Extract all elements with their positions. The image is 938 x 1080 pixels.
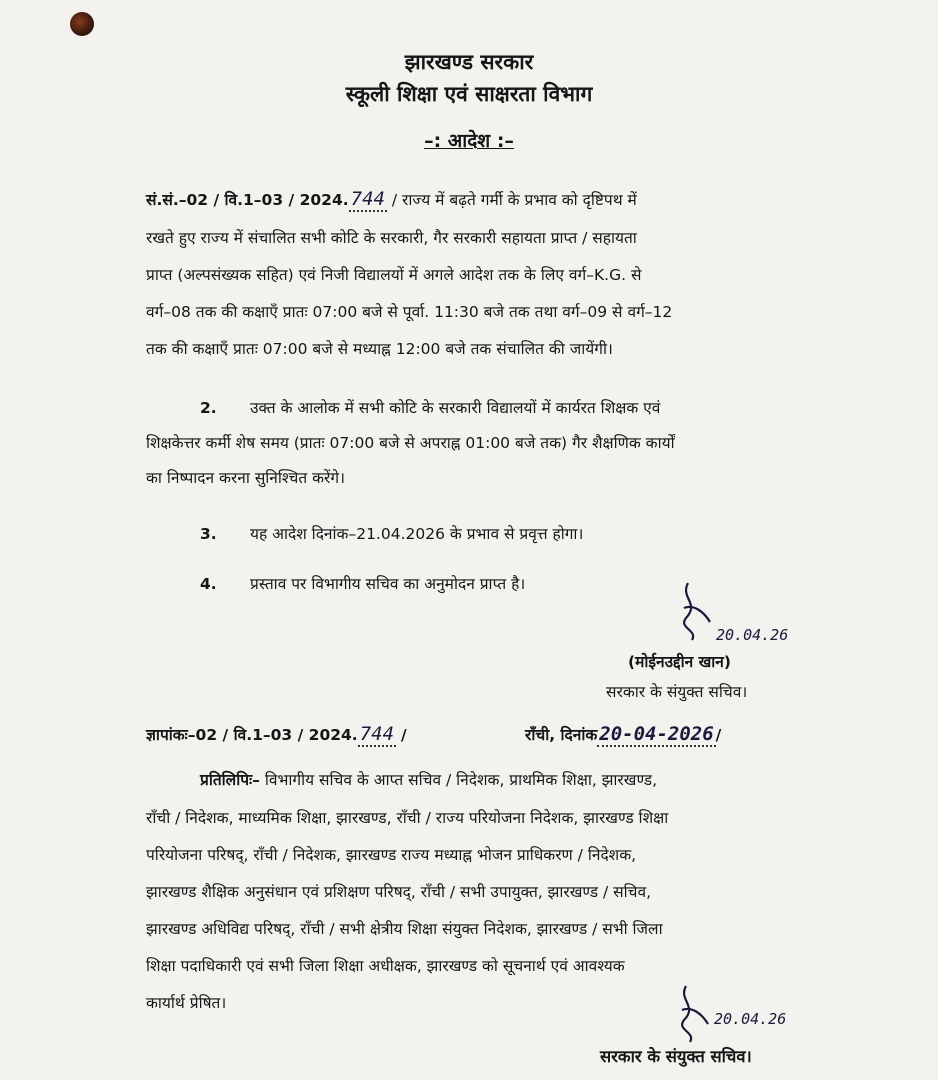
order-ref-line bbox=[146, 188, 637, 210]
government-name: झारखण्ड सरकार bbox=[404, 50, 534, 74]
para4 bbox=[200, 572, 525, 594]
handwritten-memo-number: 744 bbox=[359, 723, 395, 745]
cc-label: प्रतिलिपिः– bbox=[200, 771, 260, 789]
signature-date: 20.04.26 bbox=[714, 1010, 787, 1028]
para1-line: वर्ग–08 तक की कक्षाएँ प्रातः 07:00 बजे से पूर्वा. 11:30 बजे तक तथा वर्ग–09 से वर्ग–12 bbox=[146, 303, 673, 321]
cc-line: झारखण्ड शैक्षिक अनुसंधान एवं प्रशिक्षण परिषद्, राँची / सभी उपायुक्त, झारखण्ड / सचिव, bbox=[146, 883, 652, 901]
order-ref-number: सं.सं.–02 / वि.1–03 / 2024. bbox=[146, 191, 349, 209]
memo-ref-number: ज्ञापांकः–02 / वि.1–03 / 2024. bbox=[146, 726, 358, 744]
department-name: स्कूली शिक्षा एवं साक्षरता विभाग bbox=[345, 82, 593, 106]
signatory-designation: सरकार के संयुक्त सचिव। bbox=[600, 1047, 752, 1066]
memo-ref-line: ज्ञापांकः–02 / वि.1–03 / 2024. 744 / bbox=[146, 723, 407, 745]
signatory-designation: सरकार के संयुक्त सचिव। bbox=[606, 683, 748, 701]
cc-line: परियोजना परिषद्, राँची / निदेशक, झारखण्ड राज्य मध्याह्न भोजन प्राधिकरण / निदेशक, bbox=[146, 846, 637, 864]
order-heading: –: आदेश :– bbox=[424, 130, 514, 152]
para2-line: शिक्षकेत्तर कर्मी शेष समय (प्रातः 07:00 बजे से अपराह्न 01:00 बजे तक) गैर शैक्षणिक कार्यों bbox=[146, 434, 675, 452]
para2-number: 2. bbox=[200, 399, 217, 417]
para2-text: उक्त के आलोक में सभी कोटि के सरकारी विद्यालयों में कार्यरत शिक्षक एवं bbox=[250, 399, 661, 417]
signatory-name: (मोईनउद्दीन खान) bbox=[628, 653, 731, 671]
para4-text: प्रस्ताव पर विभागीय सचिव का अनुमोदन प्राप्त है। bbox=[250, 575, 526, 593]
para2-line: का निष्पादन करना सुनिश्चित करेंगे। bbox=[146, 469, 345, 487]
handwritten-date: 20-04-2026 bbox=[599, 723, 714, 745]
para2-first-line bbox=[200, 396, 660, 418]
para3 bbox=[200, 522, 583, 544]
cc-line: शिक्षा पदाधिकारी एवं सभी जिला शिक्षा अधीक्षक, झारखण्ड को सूचनार्थ एवं आवश्यक bbox=[146, 957, 625, 975]
para1-first-line: / राज्य में बढ़ते गर्मी के प्रभाव को दृष्टिपथ में bbox=[391, 191, 637, 209]
para4-number: 4. bbox=[200, 575, 217, 593]
para3-number: 3. bbox=[200, 525, 217, 543]
cc-line: झारखण्ड अधिविद्य परिषद्, राँची / सभी क्षेत्रीय शिक्षा संयुक्त निदेशक, झारखण्ड / सभी जिला bbox=[146, 920, 663, 938]
punch-hole-mark bbox=[70, 12, 94, 36]
handwritten-ref-number: 744 bbox=[350, 188, 385, 210]
para1-line: रखते हुए राज्य में संचालित सभी कोटि के सरकारी, गैर सरकारी सहायता प्राप्त / सहायता bbox=[146, 229, 637, 247]
cc-first-line bbox=[200, 768, 657, 790]
cc-text: विभागीय सचिव के आप्त सचिव / निदेशक, प्राथमिक शिक्षा, झारखण्ड, bbox=[264, 771, 658, 789]
para1-line: तक की कक्षाएँ प्रातः 07:00 बजे से मध्याह्न 12:00 बजे तक संचालित की जायेंगी। bbox=[146, 340, 613, 358]
para1-line: प्राप्त (अल्पसंख्यक सहित) एवं निजी विद्यालयों में अगले आदेश तक के लिए वर्ग–K.G. से bbox=[146, 266, 642, 284]
cc-line: कार्यार्थ प्रेषित। bbox=[146, 994, 227, 1012]
place-date: राँची, दिनांक 20-04-2026 / bbox=[525, 723, 722, 745]
place-date-label: राँची, दिनांक bbox=[525, 726, 598, 744]
signature-date: 20.04.26 bbox=[716, 626, 789, 644]
para3-text: यह आदेश दिनांक–21.04.2026 के प्रभाव से प्रवृत्त होगा। bbox=[250, 525, 584, 543]
cc-line: राँची / निदेशक, माध्यमिक शिक्षा, झारखण्ड, राँची / राज्य परियोजना निदेशक, झारखण्ड शिक्षा bbox=[146, 809, 669, 827]
